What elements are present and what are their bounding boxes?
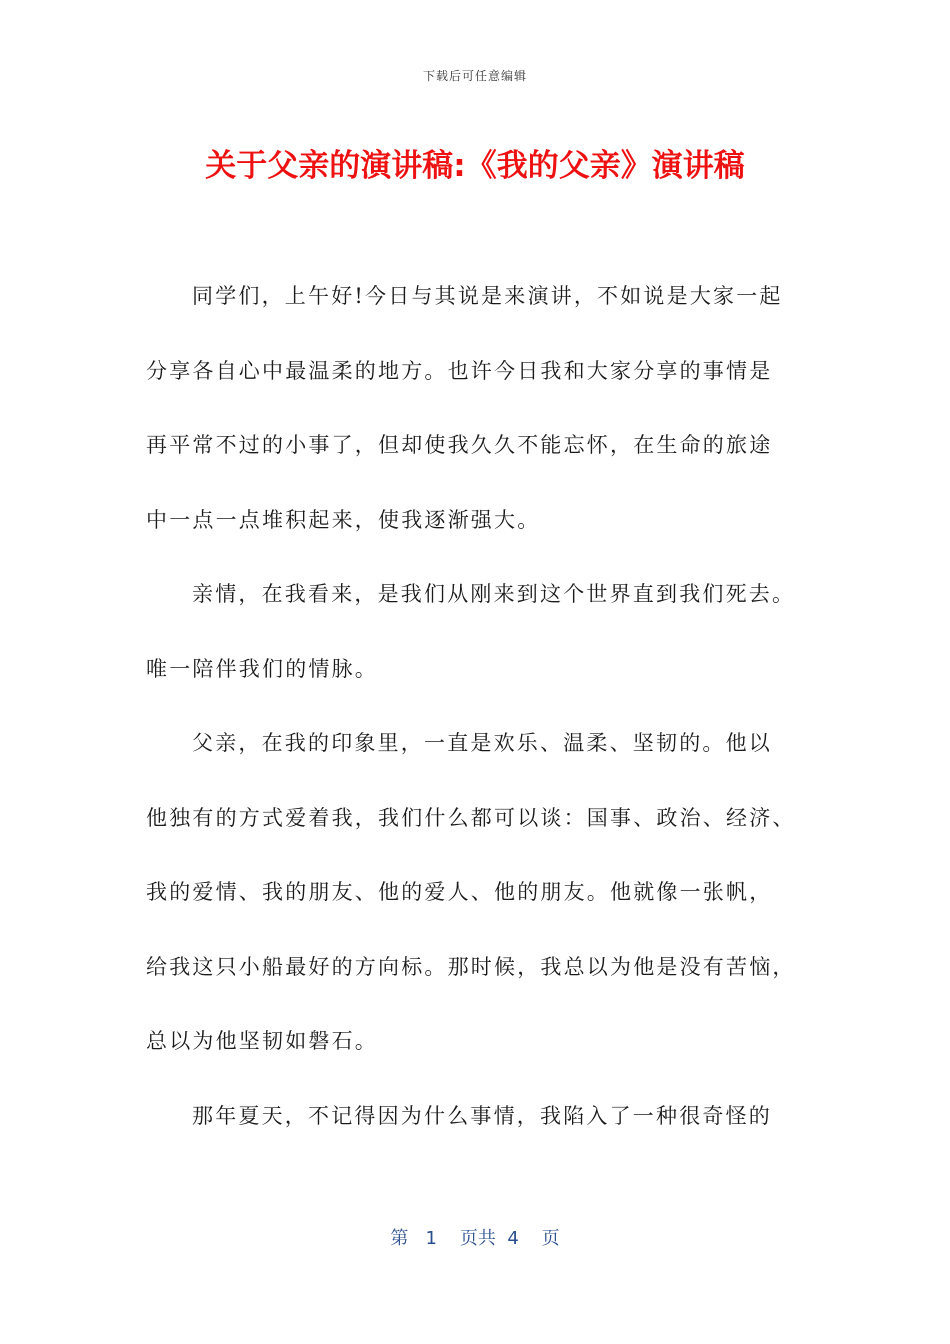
text-line: 同学们，上午好!今日与其说是来演讲，不如说是大家一起 — [192, 284, 783, 308]
header-note: 下载后可任意编辑 — [422, 69, 527, 83]
text-line: 亲情，在我看来，是我们从刚来到这个世界直到我们死去。 — [192, 582, 796, 606]
document-title: 关于父亲的演讲稿:《我的父亲》演讲稿 — [205, 148, 745, 184]
body-text — [146, 274, 816, 1168]
text-line: 我的爱情、我的朋友、他的爱人、他的朋友。他就像一张帆， — [146, 880, 773, 904]
text-line: 那年夏天，不记得因为什么事情，我陷入了一种很奇怪的 — [192, 1103, 772, 1128]
text-line: 唯一陪伴我们的情脉。 — [146, 656, 378, 681]
text-line: 再平常不过的小事了，但却使我久久不能忘怀，在生命的旅途 — [146, 433, 773, 457]
text-line: 中一点一点堆积起来，使我逐渐强大。 — [146, 507, 541, 532]
footer-suffix: 页 — [541, 1228, 560, 1249]
text-line: 父亲，在我的印象里，一直是欢乐、温柔、坚韧的。他以 — [192, 731, 772, 755]
current-page-number: 1 — [425, 1228, 437, 1249]
text-line: 他独有的方式爱着我，我们什么都可以谈：国事、政治、经济、 — [146, 805, 796, 830]
page-footer — [0, 1224, 950, 1250]
text-line: 分享各自心中最温柔的地方。也许今日我和大家分享的事情是 — [146, 358, 773, 383]
text-line: 给我这只小船最好的方向标。那时候，我总以为他是没有苦恼， — [146, 954, 796, 979]
text-line: 总以为他坚韧如磐石。 — [146, 1029, 378, 1053]
footer-middle: 页共 — [459, 1228, 496, 1249]
footer-prefix: 第 — [390, 1228, 409, 1249]
total-pages-number: 4 — [507, 1228, 519, 1249]
